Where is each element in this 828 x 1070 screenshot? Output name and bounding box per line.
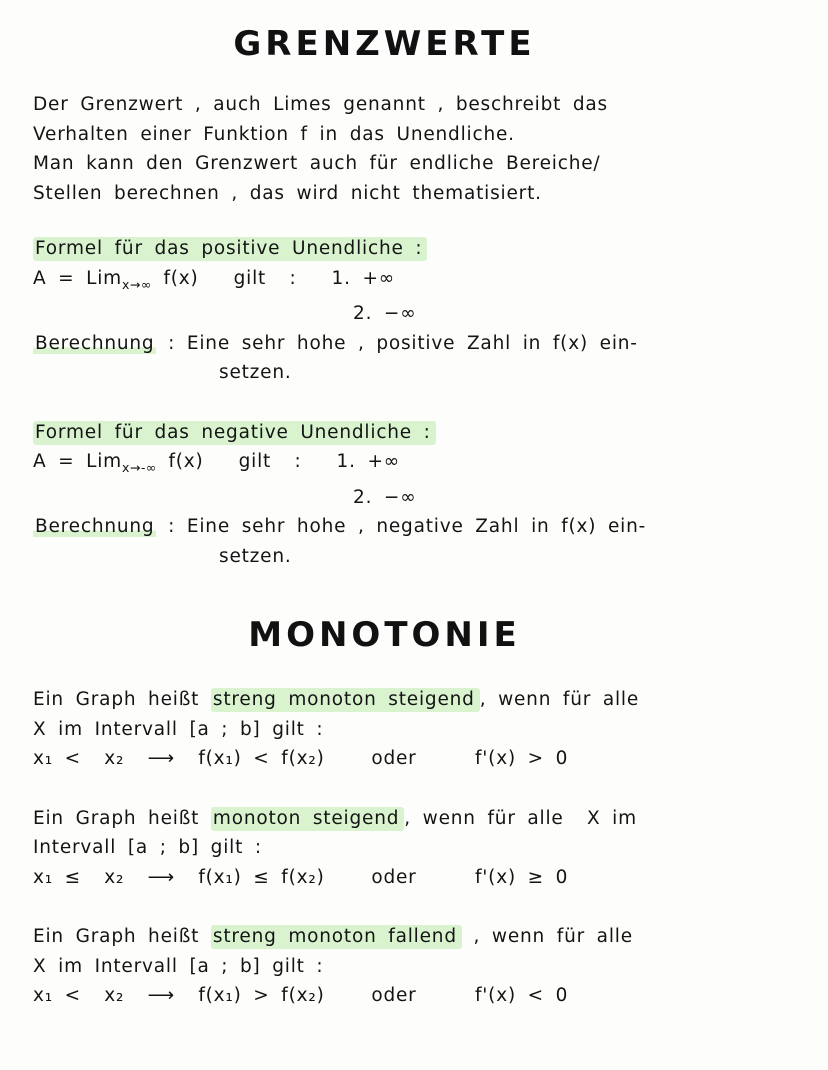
intro-paragraph xyxy=(33,90,796,208)
intro-line-1: Der Grenzwert , auch Limes genannt , beschreibt das xyxy=(33,94,608,115)
monotonie-section-streng-fallend xyxy=(33,922,796,1011)
monotonie-formula: x₁ ≤ x₂ ⟶ f(x₁) ≤ f(x₂) oder f'(x) ≥ 0 xyxy=(33,866,569,888)
formula-subscript: x→∞ xyxy=(122,276,152,292)
berechnung-label: Berechnung xyxy=(35,332,155,354)
negative-heading-highlight: Formel für das negative Unendliche : xyxy=(33,421,436,445)
positive-berechnung-line xyxy=(33,329,796,359)
definition-post: , wenn für alle xyxy=(479,689,640,710)
monotonie-formula: x₁ < x₂ ⟶ f(x₁) < f(x₂) oder f'(x) > 0 xyxy=(33,748,569,769)
formula-subscript: x→-∞ xyxy=(122,460,157,475)
positive-heading-line xyxy=(33,234,796,264)
definition-line-1 xyxy=(33,804,796,834)
formula-lhs: A = Lim xyxy=(33,267,122,289)
berechnung-text: : Eine sehr hohe , negative Zahl in f(x) ein- xyxy=(156,516,647,537)
negative-berechnung-continuation: setzen. xyxy=(219,545,292,567)
definition-highlight: streng monoton steigend xyxy=(211,688,480,712)
definition-pre: Ein Graph heißt xyxy=(33,689,211,710)
negative-limit-formula xyxy=(33,447,796,483)
definition-post: , wenn für alle X im xyxy=(404,807,637,829)
berechnung-text: : Eine sehr hohe , positive Zahl in f(x) ein- xyxy=(156,332,638,354)
definition-highlight: streng monoton fallend xyxy=(211,925,462,949)
positive-limit-case2: 2. −∞ xyxy=(353,303,417,324)
formula-lhs: A = Lim xyxy=(33,451,122,472)
formula-rest: f(x) gilt : 1. +∞ xyxy=(151,267,395,289)
intro-line-3: Man kann den Grenzwert auch für endliche Bereiche/ xyxy=(33,153,601,174)
definition-highlight: monoton steigend xyxy=(211,807,404,831)
intro-line-4: Stellen berechnen , das wird nicht thematisiert. xyxy=(33,182,542,204)
intro-line-2: Verhalten einer Funktion f in das Unendliche. xyxy=(33,123,515,145)
berechnung-label: Berechnung xyxy=(35,516,155,537)
monotonie-formula: x₁ < x₂ ⟶ f(x₁) > f(x₂) oder f'(x) < 0 xyxy=(33,985,569,1006)
definition-line-2: X im Intervall [a ; b] gilt : xyxy=(33,718,324,740)
definition-pre: Ein Graph heißt xyxy=(33,926,211,947)
page-title-grenzwerte: GRENZWERTE xyxy=(233,24,536,64)
definition-line-2: X im Intervall [a ; b] gilt : xyxy=(33,955,324,977)
page-title-monotonie: MONOTONIE xyxy=(248,615,521,655)
positive-limit-formula xyxy=(33,264,796,300)
definition-line-1 xyxy=(33,685,796,715)
positive-infinity-section xyxy=(33,234,796,388)
negative-berechnung-line xyxy=(33,512,796,542)
negative-infinity-section xyxy=(33,418,796,572)
positive-berechnung-continuation: setzen. xyxy=(219,362,292,383)
monotonie-section-streng-steigend xyxy=(33,685,796,774)
definition-line-2: Intervall [a ; b] gilt : xyxy=(33,837,262,858)
definition-pre: Ein Graph heißt xyxy=(33,807,211,829)
negative-heading-line xyxy=(33,418,796,448)
definition-post: , wenn für alle xyxy=(461,926,633,947)
negative-limit-case2: 2. −∞ xyxy=(353,486,417,508)
formula-rest: f(x) gilt : 1. +∞ xyxy=(156,451,400,472)
monotonie-section-steigend xyxy=(33,804,796,893)
definition-line-1 xyxy=(33,922,796,952)
positive-heading-highlight: Formel für das positive Unendliche : xyxy=(33,237,427,261)
